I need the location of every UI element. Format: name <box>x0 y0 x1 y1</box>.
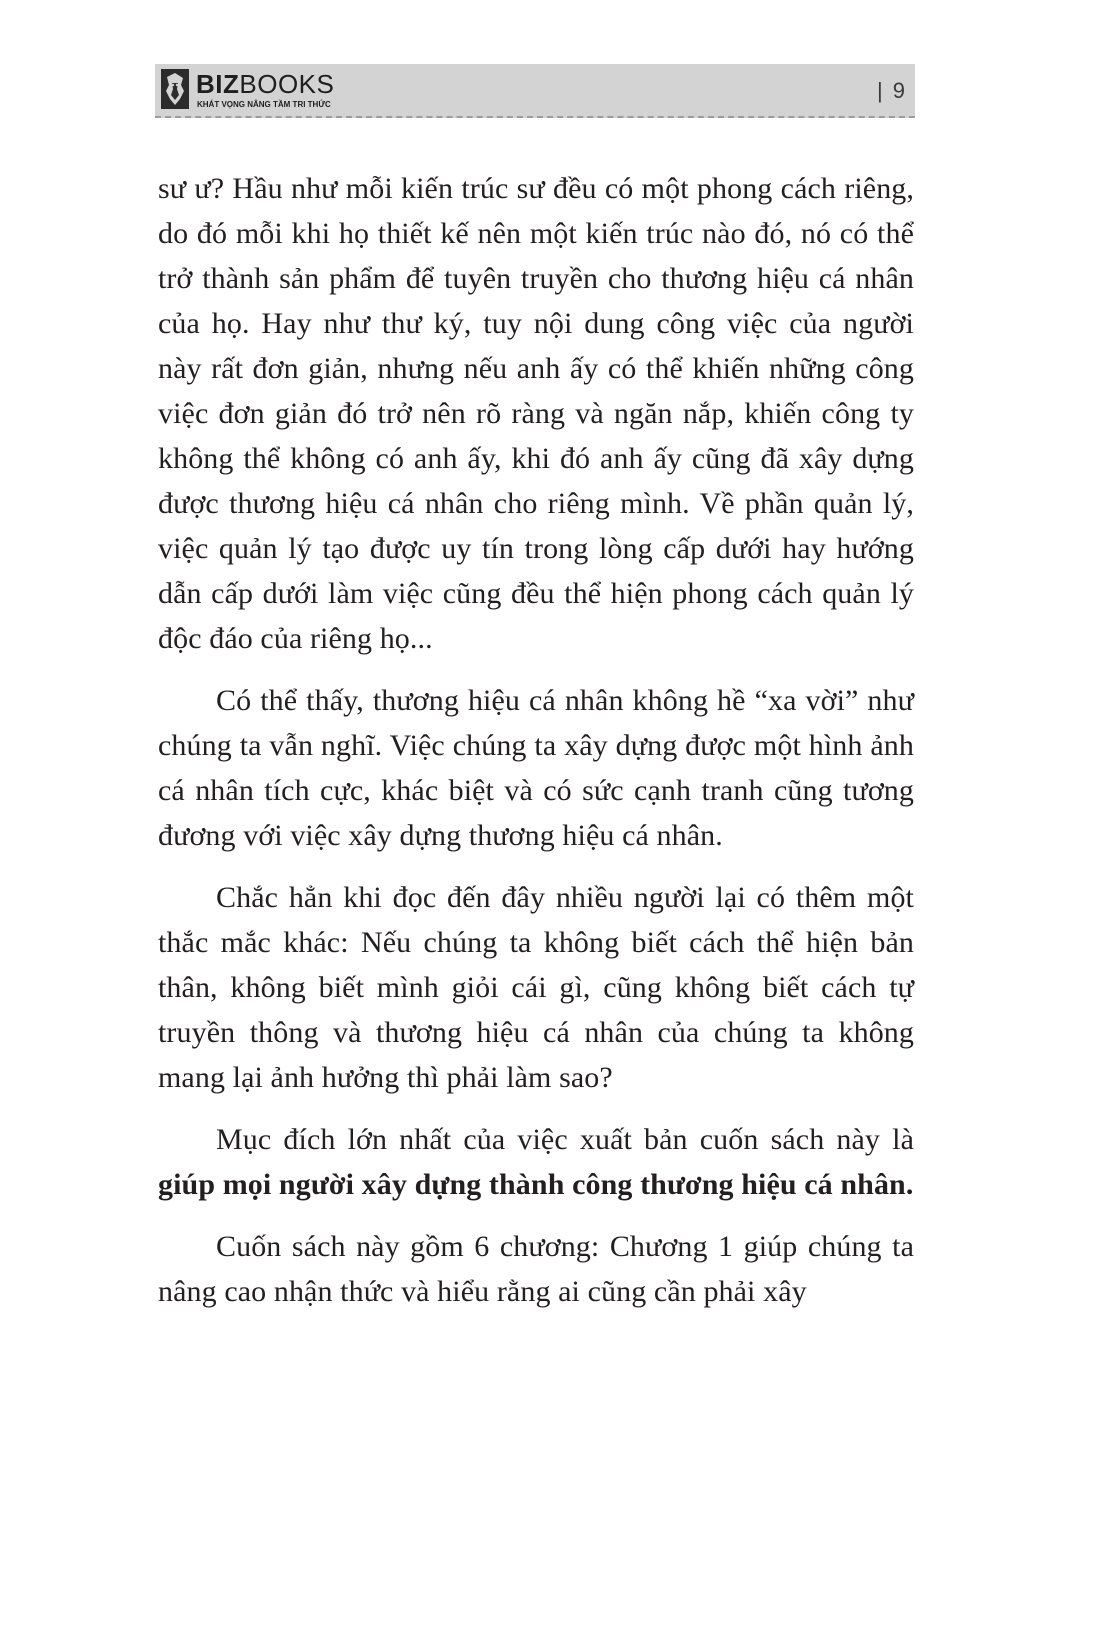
brand-logo-text <box>196 70 334 98</box>
page-number-value: 9 <box>892 78 905 103</box>
brand-name-regular: BOOKS <box>239 69 335 99</box>
paragraph-4 <box>158 1117 914 1207</box>
body-text <box>158 166 914 1331</box>
brand-name-bold: BIZ <box>196 69 240 99</box>
paragraph-3: Chắc hẳn khi đọc đến đây nhiều người lại có thêm một thắc mắc khác: Nếu chúng ta không biết cách thể hiện bản thân, không biết mình giỏi cái gì, cũng không biết cách tự truyền thông và thương hiệu cá nhân của chúng ta không mang lại ảnh hưởng thì phải làm sao? <box>158 881 914 1094</box>
paragraph-4-text: Mục đích lớn nhất của việc xuất bản cuốn sách này là <box>216 1123 914 1156</box>
page-number <box>877 79 905 103</box>
paragraph-1: sư ư? Hầu như mỗi kiến trúc sư đều có một phong cách riêng, do đó mỗi khi họ thiết kế nên một kiến trúc nào đó, nó có thể trở thành sản phẩm để tuyên truyền cho thương hiệu cá nhân của họ. Hay như thư ký, tuy nội dung công việc của người này rất đơn giản, nhưng nếu anh ấy có thể khiến những công việc đơn giản đó trở nên rõ ràng và ngăn nắp, khiến công ty không thể không có anh ấy, khi đó anh ấy cũng đã xây dựng được thương hiệu cá nhân cho riêng mình. Về phần quản lý, việc quản lý tạo được uy tín trong lòng cấp dưới hay hướng dẫn cấp dưới làm việc cũng đều thể hiện phong cách quản lý độc đáo của riêng họ... <box>158 172 914 655</box>
paragraph-2: Có thể thấy, thương hiệu cá nhân không hề “xa vời” như chúng ta vẫn nghĩ. Việc chúng ta xây dựng được một hình ảnh cá nhân tích cực, khác biệt và có sức cạnh tranh cũng tương đương với việc xây dựng thương hiệu cá nhân. <box>158 684 914 852</box>
page-number-separator: | <box>877 78 883 103</box>
page-header <box>155 64 915 118</box>
brand-tagline: KHÁT VỌNG NÂNG TẦM TRI THỨC <box>197 100 331 109</box>
lion-head-icon <box>161 69 189 109</box>
paragraph-5: Cuốn sách này gồm 6 chương: Chương 1 giúp chúng ta nâng cao nhận thức và hiểu rằng ai cũng cần phải xây <box>158 1230 914 1308</box>
paragraph-4-emphasis: giúp mọi người xây dựng thành công thương hiệu cá nhân. <box>158 1168 914 1201</box>
